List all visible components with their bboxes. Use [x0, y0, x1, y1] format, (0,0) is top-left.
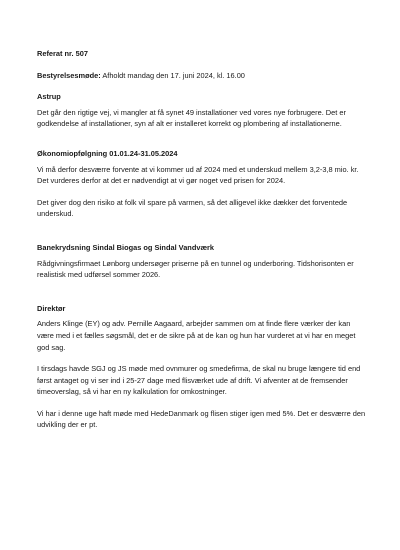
- crossing-paragraph: Rådgivningsfirmaet Lønborg undersøger priserne på en tunnel og underboring. Tidshorisonten er realistisk med udførsel sommer 2026.: [37, 258, 354, 280]
- director-paragraph-2: I tirsdags havde SGJ og JS møde med ovnmurer og smedefirma, de skal nu bruge længere tid end først antaget og vi ser ind i 25-27 dage med flisværket ude af drift. Vi afventer at de fremsender timeoverslag, så vi har en ny kalkulation for omkostninger.: [37, 364, 361, 397]
- section-heading-director: Direktør: [37, 303, 66, 313]
- meeting-line: [37, 70, 366, 82]
- economy-paragraph-2: Det giver dog den risiko at folk vil spare på varmen, så det alligevel ikke dækker det forventede underskud.: [37, 197, 348, 219]
- reference-number: Referat nr. 507: [37, 49, 88, 58]
- section-heading-crossing: Banekrydsning Sindal Biogas og Sindal Vandværk: [37, 242, 215, 252]
- meeting-label: Bestyrelsesmøde:: [37, 70, 101, 80]
- economy-paragraph-1: Vi må derfor desværre forvente at vi kommer ud af 2024 med et underskud mellem 3,2-3,8 mio. kr. Det vurderes derfor at det er nødvendigt at vi gør noget ved prisen for 2024.: [37, 164, 359, 186]
- meeting-details: Afholdt mandag den 17. juni 2024, kl. 16.00: [100, 70, 245, 80]
- director-paragraph-1: Anders Klinge (EY) og adv. Pernille Aagaard, arbejder sammen om at finde flere værker der kan være med i et fælles søgsmål, det er de sikre på at de kan og hun har vurderet at vi har en meget god sag.: [37, 319, 356, 352]
- section-heading-economy: Økonomiopfølgning 01.01.24-31.05.2024: [37, 148, 178, 158]
- section-heading-astrup: Astrup: [37, 92, 61, 102]
- astrup-paragraph: Det går den rigtige vej, vi mangler at få synet 49 installationer ved vores nye forbrugere. Det er godkendelse af installationer, syn af alt er installeret korrekt og plombering af installationerne.: [37, 107, 346, 129]
- director-paragraph-3: Vi har i denne uge haft møde med HedeDanmark og flisen stiger igen med 5%. Det er desværre den udvikling der er pt.: [37, 408, 366, 430]
